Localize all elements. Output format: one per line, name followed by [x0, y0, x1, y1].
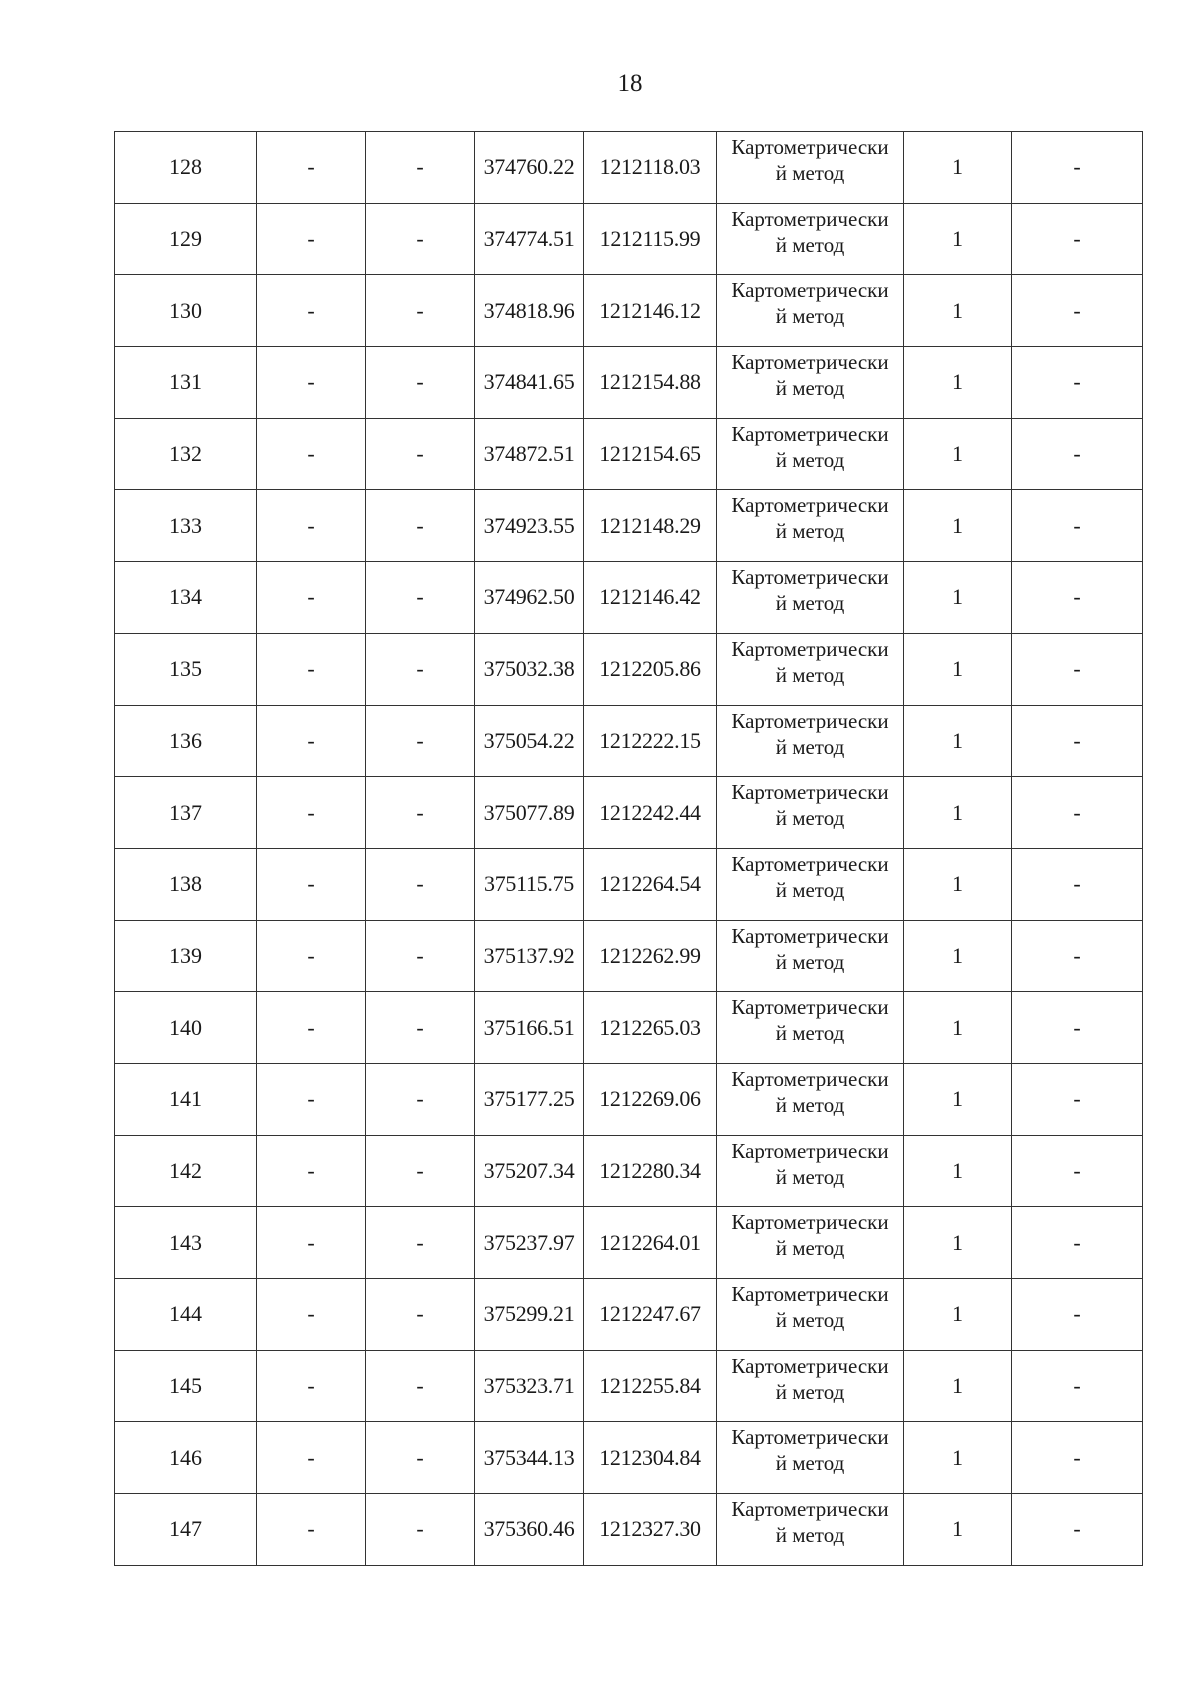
table-row: [115, 347, 1143, 419]
point-number-cell: 147: [115, 1494, 257, 1566]
last-column-cell: -: [1012, 490, 1143, 562]
method-line-2: й метод: [775, 949, 845, 974]
point-number-cell: 146: [115, 1422, 257, 1494]
last-column-cell: -: [1012, 1063, 1143, 1135]
last-column-cell: -: [1012, 920, 1143, 992]
column-3-cell: -: [366, 1135, 475, 1207]
point-number-cell: 133: [115, 490, 257, 562]
y-coordinate-cell: 1212262.99: [584, 920, 717, 992]
column-2-cell: -: [257, 920, 366, 992]
point-number-cell: 138: [115, 848, 257, 920]
x-coordinate-cell: 375344.13: [475, 1422, 584, 1494]
method-cell: [717, 1494, 904, 1566]
method-cell: [717, 418, 904, 490]
point-number-cell: 140: [115, 992, 257, 1064]
x-coordinate-cell: 375299.21: [475, 1279, 584, 1351]
method-cell: [717, 920, 904, 992]
y-coordinate-cell: 1212327.30: [584, 1494, 717, 1566]
y-coordinate-cell: 1212115.99: [584, 203, 717, 275]
column-3-cell: -: [366, 777, 475, 849]
method-line-1: Картометрически: [731, 1210, 889, 1235]
last-column-cell: -: [1012, 705, 1143, 777]
accuracy-cell: 1: [904, 777, 1012, 849]
method-line-1: Картометрически: [731, 1353, 889, 1378]
table-row: [115, 275, 1143, 347]
method-cell: [717, 705, 904, 777]
method-line-1: Картометрически: [731, 636, 889, 661]
column-2-cell: -: [257, 562, 366, 634]
y-coordinate-cell: 1212242.44: [584, 777, 717, 849]
method-line-2: й метод: [775, 1451, 845, 1476]
x-coordinate-cell: 374760.22: [475, 132, 584, 204]
column-3-cell: -: [366, 132, 475, 204]
method-cell: [717, 132, 904, 204]
method-line-1: Картометрически: [731, 851, 889, 876]
method-cell: [717, 562, 904, 634]
column-2-cell: -: [257, 1350, 366, 1422]
accuracy-cell: 1: [904, 1063, 1012, 1135]
method-line-1: Картометрически: [731, 206, 889, 231]
method-line-1: Картометрически: [731, 708, 889, 733]
method-line-2: й метод: [775, 1021, 845, 1046]
table-body: [115, 132, 1143, 1566]
column-2-cell: -: [257, 347, 366, 419]
table-row: [115, 848, 1143, 920]
y-coordinate-cell: 1212265.03: [584, 992, 717, 1064]
last-column-cell: -: [1012, 275, 1143, 347]
method-line-2: й метод: [775, 519, 845, 544]
column-2-cell: -: [257, 992, 366, 1064]
method-line-1: Картометрически: [731, 421, 889, 446]
method-line-2: й метод: [775, 447, 845, 472]
last-column-cell: -: [1012, 633, 1143, 705]
x-coordinate-cell: 374872.51: [475, 418, 584, 490]
column-3-cell: -: [366, 203, 475, 275]
method-line-1: Картометрически: [731, 1497, 889, 1522]
point-number-cell: 134: [115, 562, 257, 634]
column-3-cell: -: [366, 1350, 475, 1422]
method-cell: [717, 203, 904, 275]
last-column-cell: -: [1012, 418, 1143, 490]
column-2-cell: -: [257, 203, 366, 275]
point-number-cell: 136: [115, 705, 257, 777]
column-3-cell: -: [366, 1422, 475, 1494]
method-cell: [717, 1063, 904, 1135]
method-line-2: й метод: [775, 662, 845, 687]
y-coordinate-cell: 1212146.12: [584, 275, 717, 347]
y-coordinate-cell: 1212255.84: [584, 1350, 717, 1422]
method-line-2: й метод: [775, 1164, 845, 1189]
y-coordinate-cell: 1212154.88: [584, 347, 717, 419]
last-column-cell: -: [1012, 848, 1143, 920]
last-column-cell: -: [1012, 1207, 1143, 1279]
last-column-cell: -: [1012, 992, 1143, 1064]
table-row: [115, 1350, 1143, 1422]
column-3-cell: -: [366, 418, 475, 490]
x-coordinate-cell: 375177.25: [475, 1063, 584, 1135]
x-coordinate-cell: 374923.55: [475, 490, 584, 562]
column-3-cell: -: [366, 1207, 475, 1279]
point-number-cell: 145: [115, 1350, 257, 1422]
accuracy-cell: 1: [904, 1422, 1012, 1494]
accuracy-cell: 1: [904, 418, 1012, 490]
column-3-cell: -: [366, 1063, 475, 1135]
column-3-cell: -: [366, 633, 475, 705]
table-row: [115, 562, 1143, 634]
page-number: 18: [617, 70, 643, 97]
method-line-2: й метод: [775, 877, 845, 902]
column-2-cell: -: [257, 777, 366, 849]
accuracy-cell: 1: [904, 1207, 1012, 1279]
column-3-cell: -: [366, 562, 475, 634]
point-number-cell: 142: [115, 1135, 257, 1207]
column-3-cell: -: [366, 347, 475, 419]
column-3-cell: -: [366, 490, 475, 562]
table-row: [115, 1063, 1143, 1135]
column-3-cell: -: [366, 275, 475, 347]
y-coordinate-cell: 1212264.54: [584, 848, 717, 920]
y-coordinate-cell: 1212146.42: [584, 562, 717, 634]
x-coordinate-cell: 374841.65: [475, 347, 584, 419]
y-coordinate-cell: 1212280.34: [584, 1135, 717, 1207]
x-coordinate-cell: 375077.89: [475, 777, 584, 849]
accuracy-cell: 1: [904, 705, 1012, 777]
accuracy-cell: 1: [904, 1350, 1012, 1422]
accuracy-cell: 1: [904, 920, 1012, 992]
accuracy-cell: 1: [904, 132, 1012, 204]
x-coordinate-cell: 375137.92: [475, 920, 584, 992]
method-cell: [717, 1207, 904, 1279]
table-row: [115, 1207, 1143, 1279]
table-row: [115, 633, 1143, 705]
point-number-cell: 135: [115, 633, 257, 705]
table-row: [115, 777, 1143, 849]
y-coordinate-cell: 1212118.03: [584, 132, 717, 204]
method-cell: [717, 490, 904, 562]
x-coordinate-cell: 375032.38: [475, 633, 584, 705]
table-row: [115, 203, 1143, 275]
x-coordinate-cell: 375237.97: [475, 1207, 584, 1279]
x-coordinate-cell: 375207.34: [475, 1135, 584, 1207]
last-column-cell: -: [1012, 132, 1143, 204]
method-line-1: Картометрически: [731, 1282, 889, 1306]
table-row: [115, 132, 1143, 204]
point-number-cell: 143: [115, 1207, 257, 1279]
point-number-cell: 137: [115, 777, 257, 849]
table-row: [115, 705, 1143, 777]
column-3-cell: -: [366, 1279, 475, 1351]
method-cell: [717, 1279, 904, 1351]
y-coordinate-cell: 1212269.06: [584, 1063, 717, 1135]
x-coordinate-cell: 375115.75: [475, 848, 584, 920]
column-3-cell: -: [366, 920, 475, 992]
accuracy-cell: 1: [904, 1135, 1012, 1207]
accuracy-cell: 1: [904, 992, 1012, 1064]
column-2-cell: -: [257, 1279, 366, 1351]
column-2-cell: -: [257, 705, 366, 777]
x-coordinate-cell: 375166.51: [475, 992, 584, 1064]
method-cell: [717, 1135, 904, 1207]
method-line-1: Картометрически: [731, 1138, 889, 1163]
last-column-cell: -: [1012, 1350, 1143, 1422]
y-coordinate-cell: 1212205.86: [584, 633, 717, 705]
column-3-cell: -: [366, 705, 475, 777]
column-3-cell: -: [366, 1494, 475, 1566]
table-row: [115, 1135, 1143, 1207]
accuracy-cell: 1: [904, 203, 1012, 275]
method-line-1: Картометрически: [731, 135, 889, 159]
accuracy-cell: 1: [904, 633, 1012, 705]
method-cell: [717, 1422, 904, 1494]
x-coordinate-cell: 374962.50: [475, 562, 584, 634]
method-line-1: Картометрически: [731, 350, 889, 375]
accuracy-cell: 1: [904, 848, 1012, 920]
coordinates-table: [114, 131, 1143, 1566]
method-line-1: Картометрически: [731, 780, 889, 805]
last-column-cell: -: [1012, 347, 1143, 419]
point-number-cell: 141: [115, 1063, 257, 1135]
column-2-cell: -: [257, 1063, 366, 1135]
column-2-cell: -: [257, 132, 366, 204]
method-cell: [717, 275, 904, 347]
method-line-1: Картометрически: [731, 1425, 889, 1450]
x-coordinate-cell: 374774.51: [475, 203, 584, 275]
point-number-cell: 130: [115, 275, 257, 347]
column-2-cell: -: [257, 848, 366, 920]
table-row: [115, 1422, 1143, 1494]
y-coordinate-cell: 1212222.15: [584, 705, 717, 777]
column-2-cell: -: [257, 1207, 366, 1279]
accuracy-cell: 1: [904, 562, 1012, 634]
method-line-2: й метод: [775, 1092, 845, 1117]
method-cell: [717, 848, 904, 920]
x-coordinate-cell: 375323.71: [475, 1350, 584, 1422]
y-coordinate-cell: 1212154.65: [584, 418, 717, 490]
y-coordinate-cell: 1212264.01: [584, 1207, 717, 1279]
last-column-cell: -: [1012, 1279, 1143, 1351]
point-number-cell: 129: [115, 203, 257, 275]
y-coordinate-cell: 1212247.67: [584, 1279, 717, 1351]
method-cell: [717, 633, 904, 705]
table-row: [115, 418, 1143, 490]
accuracy-cell: 1: [904, 490, 1012, 562]
column-3-cell: -: [366, 992, 475, 1064]
column-2-cell: -: [257, 490, 366, 562]
last-column-cell: -: [1012, 1494, 1143, 1566]
method-line-2: й метод: [775, 1379, 845, 1404]
method-cell: [717, 347, 904, 419]
accuracy-cell: 1: [904, 1279, 1012, 1351]
point-number-cell: 128: [115, 132, 257, 204]
table-row: [115, 1279, 1143, 1351]
y-coordinate-cell: 1212304.84: [584, 1422, 717, 1494]
accuracy-cell: 1: [904, 347, 1012, 419]
method-line-2: й метод: [775, 1236, 845, 1261]
method-line-1: Картометрически: [731, 995, 889, 1020]
x-coordinate-cell: 375360.46: [475, 1494, 584, 1566]
column-2-cell: -: [257, 418, 366, 490]
method-line-2: й метод: [775, 1308, 845, 1332]
table-row: [115, 992, 1143, 1064]
table-row: [115, 490, 1143, 562]
column-2-cell: -: [257, 1422, 366, 1494]
method-line-2: й метод: [775, 304, 845, 329]
accuracy-cell: 1: [904, 1494, 1012, 1566]
x-coordinate-cell: 375054.22: [475, 705, 584, 777]
last-column-cell: -: [1012, 777, 1143, 849]
x-coordinate-cell: 374818.96: [475, 275, 584, 347]
method-line-2: й метод: [775, 806, 845, 831]
point-number-cell: 131: [115, 347, 257, 419]
method-cell: [717, 1350, 904, 1422]
method-cell: [717, 992, 904, 1064]
method-line-2: й метод: [775, 591, 845, 616]
table-row: [115, 1494, 1143, 1566]
last-column-cell: -: [1012, 203, 1143, 275]
last-column-cell: -: [1012, 562, 1143, 634]
accuracy-cell: 1: [904, 275, 1012, 347]
method-line-2: й метод: [775, 232, 845, 257]
column-2-cell: -: [257, 1135, 366, 1207]
method-line-1: Картометрически: [731, 1066, 889, 1091]
last-column-cell: -: [1012, 1135, 1143, 1207]
method-line-1: Картометрически: [731, 923, 889, 948]
column-3-cell: -: [366, 848, 475, 920]
method-line-1: Картометрически: [731, 278, 889, 303]
point-number-cell: 139: [115, 920, 257, 992]
method-line-2: й метод: [775, 161, 845, 185]
column-2-cell: -: [257, 633, 366, 705]
point-number-cell: 144: [115, 1279, 257, 1351]
column-2-cell: -: [257, 1494, 366, 1566]
method-line-2: й метод: [775, 734, 845, 759]
y-coordinate-cell: 1212148.29: [584, 490, 717, 562]
table-row: [115, 920, 1143, 992]
method-line-2: й метод: [775, 1523, 845, 1548]
method-cell: [717, 777, 904, 849]
method-line-1: Картометрически: [731, 565, 889, 590]
last-column-cell: -: [1012, 1422, 1143, 1494]
column-2-cell: -: [257, 275, 366, 347]
point-number-cell: 132: [115, 418, 257, 490]
method-line-2: й метод: [775, 376, 845, 401]
method-line-1: Картометрически: [731, 493, 889, 518]
